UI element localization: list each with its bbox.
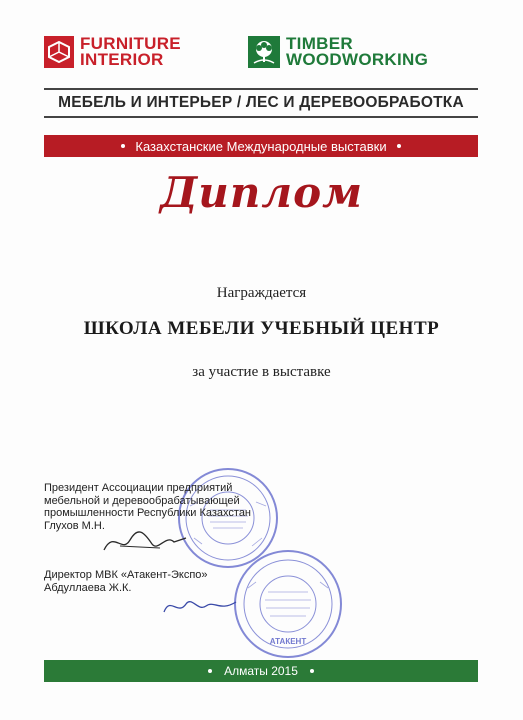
- awarded-text: Награждается: [216, 285, 307, 301]
- header-divider-bottom: [44, 116, 478, 118]
- footer-text: Алматы 2015: [224, 664, 298, 678]
- logo-left-line1: FURNITURE: [80, 34, 181, 53]
- logo-left-line2: INTERIOR: [80, 50, 164, 69]
- exhibition-subtitle: МЕБЕЛЬ И ИНТЕРЬЕР / ЛЕС И ДЕРЕВООБРАБОТКА: [58, 94, 464, 111]
- signatory-1-line1: Президент Ассоциации предприятий: [44, 482, 233, 494]
- dot-icon: [121, 144, 125, 148]
- furniture-interior-logo: [44, 36, 181, 68]
- signatory-1-name: Глухов М.Н.: [44, 519, 105, 532]
- footer-banner: [44, 660, 478, 682]
- signatory-2-line1: Директор МВК «Атакент-Экспо»: [44, 569, 208, 581]
- furniture-interior-emblem-icon: [44, 36, 74, 68]
- top-banner: [44, 135, 478, 157]
- signatory-1-line2: мебельной и деревообрабатывающей: [44, 494, 240, 507]
- dot-icon: [310, 669, 314, 673]
- signatory-1: [44, 482, 274, 532]
- furniture-interior-wordmark: [80, 36, 181, 68]
- signatory-2: [44, 569, 274, 594]
- logo-right-line2: WOODWORKING: [286, 50, 429, 69]
- award-reason: за участие в выставке: [192, 364, 331, 380]
- dot-icon: [208, 669, 212, 673]
- logo-right-line1: TIMBER: [286, 34, 353, 53]
- timber-woodworking-wordmark: [286, 36, 428, 68]
- dot-icon: [397, 144, 401, 148]
- top-banner-text: Казахстанские Международные выставки: [135, 138, 387, 154]
- timber-woodworking-logo: [248, 36, 428, 68]
- atakent-stamp-text: АТАКЕНТ: [269, 637, 307, 646]
- recipient-name: ШКОЛА МЕБЕЛИ УЧЕБНЫЙ ЦЕНТР: [83, 318, 440, 339]
- diploma-title: Диплом: [159, 168, 364, 217]
- signatory-1-line3: промышленности Республики Казахстан: [44, 507, 252, 519]
- header-divider-top: [44, 88, 478, 90]
- signatory-2-name: Абдуллаева Ж.К.: [44, 581, 132, 594]
- atakent-stamp: [232, 548, 344, 660]
- signature-2: [160, 590, 240, 620]
- tree-emblem-icon: [248, 36, 280, 68]
